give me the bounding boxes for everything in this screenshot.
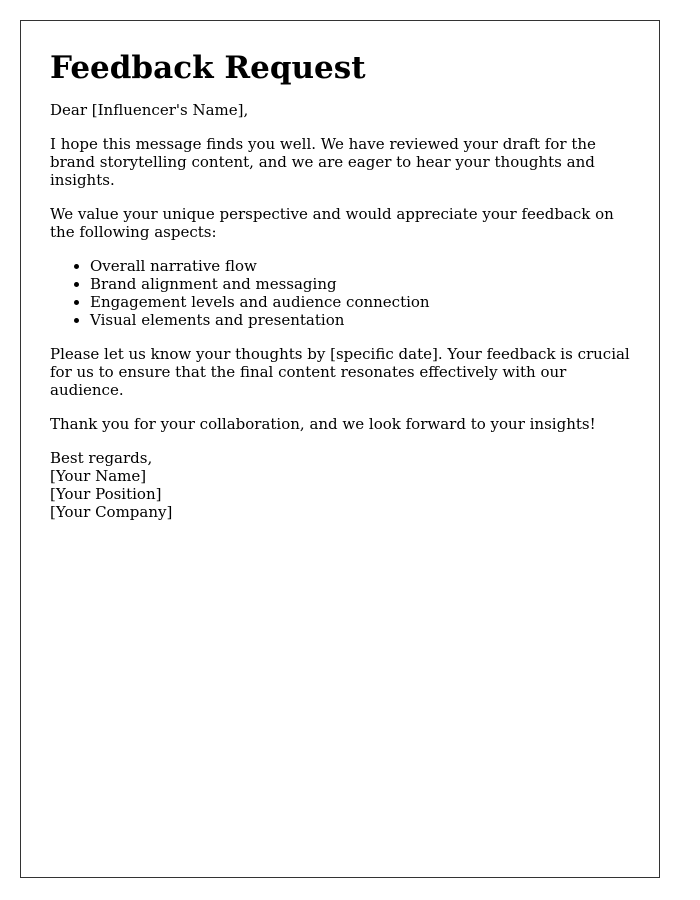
letter-page [20, 20, 660, 878]
sender-name: [Your Name] [50, 467, 147, 485]
thanks-paragraph: Thank you for your collaboration, and we look forward to your insights! [50, 415, 596, 433]
greeting: Dear [Influencer's Name], [50, 101, 249, 119]
list-item: • Visual elements and presentation [90, 311, 640, 329]
intro-paragraph: I hope this message finds you well. We have reviewed your draft for the brand storytelling content, and we are eager to hear your thoughts and insights. [50, 135, 596, 189]
deadline-paragraph: Please let us know your thoughts by [specific date]. Your feedback is crucial for us to ensure that the final content resonates effectively with our audience. [50, 345, 630, 399]
letter-title: Feedback Request [50, 50, 366, 86]
list-item: • Overall narrative flow [90, 257, 640, 275]
list-item: • Engagement levels and audience connection [90, 293, 640, 311]
signature-block [50, 449, 640, 521]
list-item: • Brand alignment and messaging [90, 275, 640, 293]
request-paragraph: We value your unique perspective and would appreciate your feedback on the following aspects: [50, 205, 614, 241]
letter-content [50, 49, 640, 521]
sender-company: [Your Company] [50, 503, 173, 521]
closing: Best regards, [50, 449, 153, 467]
feedback-aspects-list [50, 257, 640, 329]
sender-position: [Your Position] [50, 485, 162, 503]
